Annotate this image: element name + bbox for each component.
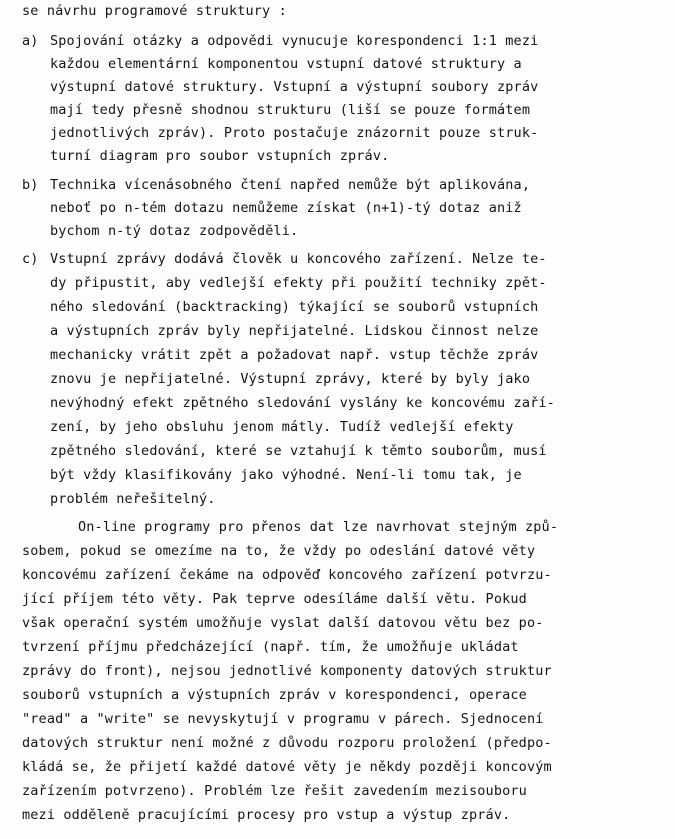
paragraph-line: zařízením potvrzeno). Problém lze řešit zavedením mezisouboru: [22, 783, 527, 799]
paragraph-line: sobem, pokud se omezíme na to, že vždy po odeslání datové věty: [22, 543, 536, 559]
item-b-line: bychom n-tý dotaz zodpověděli.: [50, 223, 299, 239]
paragraph-line: zprávy do front), nejsou jednotlivé komponenty datových struktur: [22, 663, 552, 679]
item-a-line: každou elementární komponentou vstupní datové struktury a: [50, 56, 522, 72]
heading-line: se návrhu programové struktury :: [22, 3, 287, 19]
item-a-marker: a): [22, 33, 39, 49]
item-a-line: turní diagram pro soubor vstupních zpráv.: [50, 148, 390, 164]
item-c-line: mechanicky vrátit zpět a požadovat např. vstup těchže zpráv: [50, 347, 539, 363]
item-b-line: neboť po n-tém dotazu nemůžeme získat (n+1)-tý dotaz aniž: [50, 200, 522, 216]
item-c-line: zpětného sledování, které se vztahují k těmto souborům, musí: [50, 443, 547, 459]
item-a-line: výstupní datové struktury. Vstupní a výstupní soubory zpráv: [50, 79, 539, 95]
paragraph-line: jící příjem této věty. Pak teprve odesíláme další větu. Pokud: [22, 591, 527, 607]
item-b-line: Technika vícenásobného čtení napřed nemůže být aplikována,: [50, 177, 531, 193]
paragraph-line: "read" a "write" se nevyskytují v programu v párech. Sjednocení: [22, 711, 544, 727]
paragraph-line: koncovému zařízení čekáme na odpověď koncového zařízení potvrzu-: [22, 567, 552, 583]
item-c-line: ného sledování (backtracking) týkající se souborů vstupních: [50, 299, 539, 315]
item-c-line: být vždy klasifikovány jako výhodné. Není-li tomu tak, je: [50, 467, 522, 483]
item-c-line: znovu je nepřijatelné. Výstupní zprávy, které by byly jako: [50, 371, 531, 387]
item-c-line: Vstupní zprávy dodává člověk u koncového zařízení. Nelze te-: [50, 251, 547, 267]
item-c-line: a výstupních zpráv byly nepřijatelné. Lidskou činnost nelze: [50, 323, 539, 339]
item-a-line: jednotlivých zpráv). Proto postačuje znázornit pouze struk-: [50, 125, 539, 141]
paragraph-line: tvrzení příjmu předcházející (např. tím, že umožňuje ukládat: [22, 639, 519, 655]
item-c-line: zení, by jeho obsluhu jenom mátly. Tudíž vedlejší efekty: [50, 419, 514, 435]
item-c-marker: c): [22, 251, 39, 267]
item-a-line: mají tedy přesně shodnou strukturu (liší se pouze formátem: [50, 102, 531, 118]
paragraph-line: On-line programy pro přenos dat lze navrhovat stejným způ-: [78, 519, 559, 535]
paragraph-line: kládá se, že přijetí každé datové věty je někdy později koncovým: [22, 759, 552, 775]
paragraph-line: však operační systém umožňuje vyslat další datovou větu bez po-: [22, 615, 544, 631]
item-c-line: dy připustit, aby vedlejší efekty při použití techniky zpět-: [50, 275, 547, 291]
item-a-line: Spojování otázky a odpovědi vynucuje korespondenci 1:1 mezi: [50, 33, 539, 49]
paragraph-line: mezi odděleně pracujícími procesy pro vstup a výstup zpráv.: [22, 807, 511, 823]
item-c-line: problém neřešitelný.: [50, 491, 216, 507]
item-c-line: nevýhodný efekt zpětného sledování vyslány ke koncovému zaří-: [50, 395, 555, 411]
paragraph-line: souborů vstupních a výstupních zpráv v korespondenci, operace: [22, 687, 527, 703]
paragraph-line: datových struktur není možné z důvodu rozporu proložení (předpo-: [22, 735, 552, 751]
item-b-marker: b): [22, 177, 39, 193]
